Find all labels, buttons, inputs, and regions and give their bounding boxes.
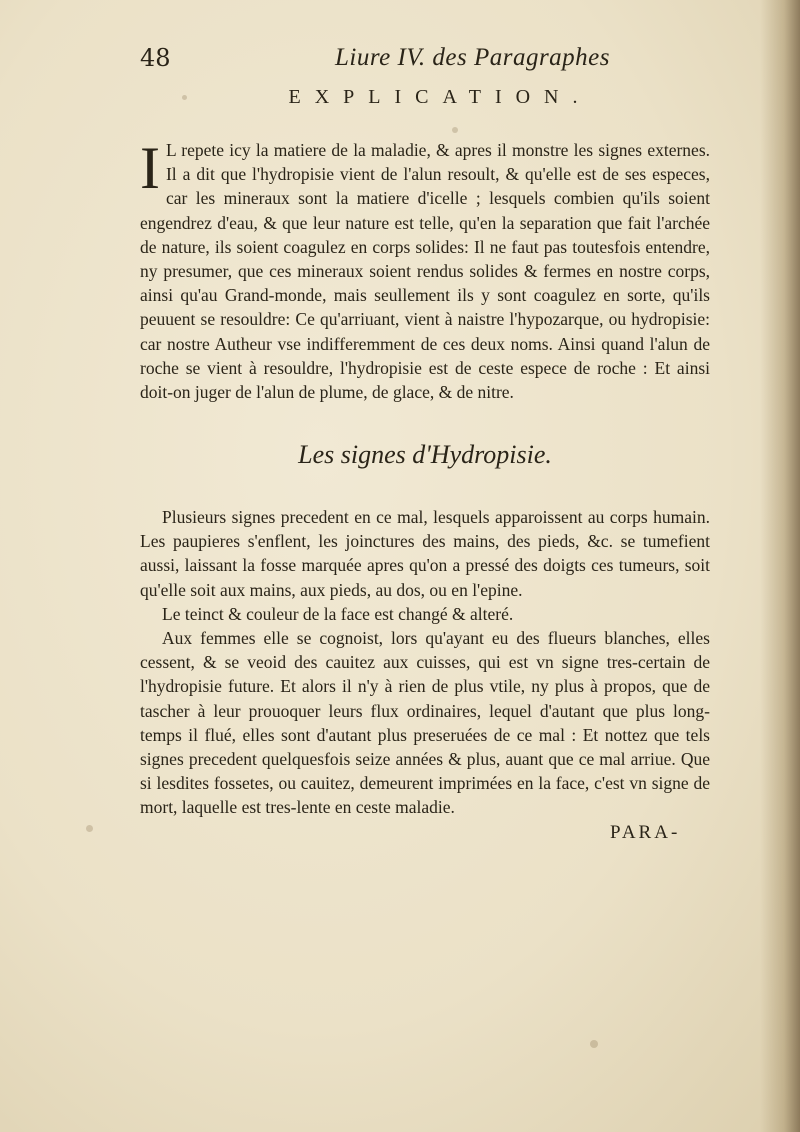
explication-paragraph bbox=[140, 135, 710, 404]
ink-spot bbox=[86, 825, 93, 832]
section-heading-explication: EXPLICATION. bbox=[288, 86, 592, 108]
ink-spot bbox=[590, 1040, 598, 1048]
page-edge-shadow bbox=[760, 0, 800, 1132]
catchword: PARA- bbox=[610, 822, 681, 843]
explication-body bbox=[140, 135, 710, 404]
signs-paragraph: Le teinct & couleur de la face est changé & alteré. bbox=[162, 603, 514, 624]
drop-cap: I bbox=[140, 135, 160, 201]
signs-body bbox=[140, 505, 710, 820]
explication-text: L repete icy la matiere de la maladie, & apres il monstre les signes externes. Il a dit que l'hydropisie vient de l'alun resoult, & qu'elle est de ses especes, car les mineraux sont la matiere d'icelle ; lesquels combien qu'ils soient engendrez d'eau, & que leur nature est telle, qu'en la separation que fait l'archée de nature, ils soient coagulez en corps solides: Il ne faut pas toutesfois entendre, ny presumer, que ces mineraux soient rendus solides & fermes en nostre corps, ainsi qu'au Grand-monde, mais seullement ils y sont coagulez en sorte, qu'ils peuuent se resouldre: Ce qu'arriuant, vient à naistre l'hypozarque, ou hydropisie: car nostre Autheur vse indifferemment de ces deux noms. Ainsi quand l'alun de roche se vient à resouldre, l'hydropisie est de ceste espece de roche : Et ainsi doit-on juger de l'alun de plume, de glace, & de nitre. bbox=[140, 140, 710, 403]
page-number: 48 bbox=[140, 44, 171, 72]
page-header bbox=[140, 44, 700, 84]
section-heading-signs: Les signes d'Hydropisie. bbox=[298, 440, 552, 469]
ink-spot bbox=[452, 127, 458, 133]
signs-paragraph: Plusieurs signes precedent en ce mal, lesquels apparoissent au corps humain. Les paupieres s'enflent, les joinctures des mains, des pieds, &c. se tumefient aussi, laissant la fosse marquée apres qu'on a pressé des doigts ces tumeurs, soit qu'elle soit aux mains, aux pieds, au dos, ou en l'epine. bbox=[140, 507, 710, 600]
running-head: Liure IV. des Paragraphes bbox=[335, 44, 610, 71]
signs-paragraph: Aux femmes elle se cognoist, lors qu'ayant eu des flueurs blanches, elles cessent, & se veoid des cauitez aux cuisses, qui est vn signe tres-certain de l'hydropisie future. Et alors il n'y à rien de plus vtile, ny plus à propos, que de tascher à leur prouoquer leurs flux ordinaires, lequel d'autant que plus long-temps il flué, elles sont d'autant plus preseruées de ce mal : Et nottez que tels signes precedent quelquesfois seize années & plus, auant que ce mal arriue. Que si lesdites fossetes, ou cauitez, demeurent imprimées en la face, c'est vn signe de mort, laquelle est tres-lente en ceste maladie. bbox=[140, 628, 710, 818]
